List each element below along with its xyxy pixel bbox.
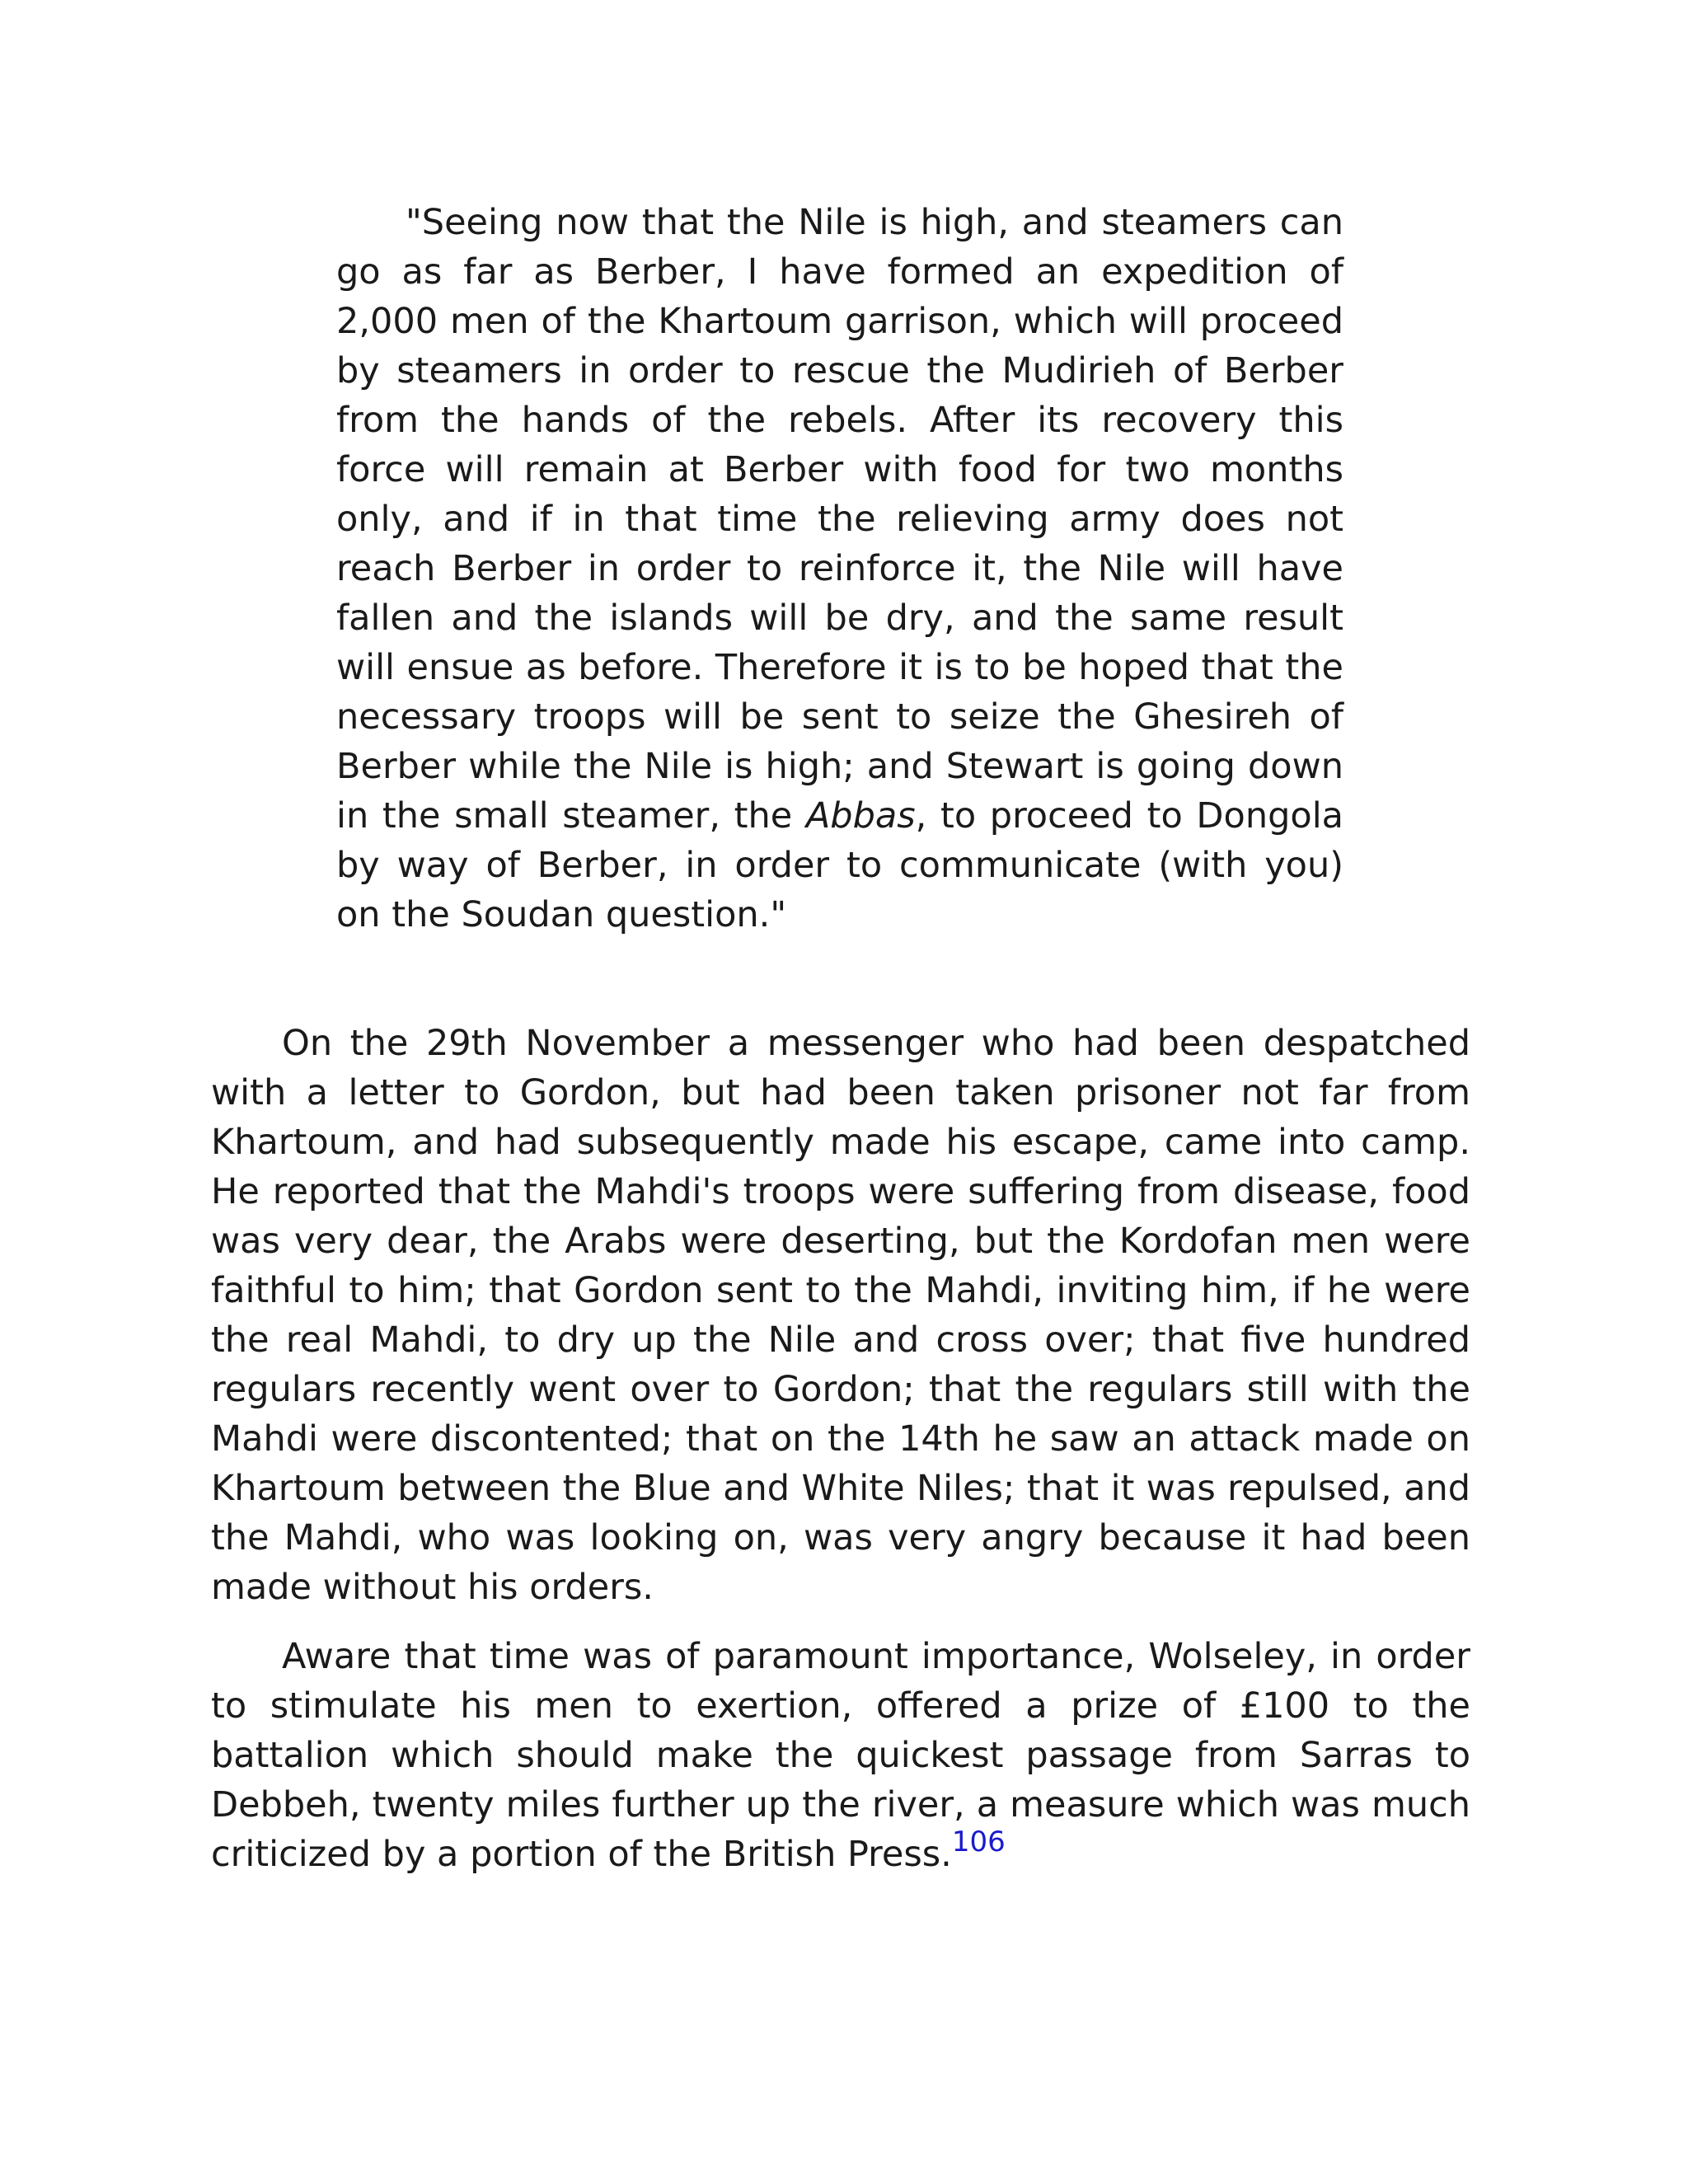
- paragraph-messenger-report: On the 29th November a messenger who had been despatched with a letter to Gordon, but had been taken prisoner not far from Khartoum, and had subsequently made his escape, came into camp. He reported that the Mahdi's troops were suffering from disease, food was very dear, the Arabs were deserting, but the Kordofan men were faithful to him; that Gordon sent to the Mahdi, inviting him, if he were the real Mahdi, to dry up the Nile and cross over; that five hundred regulars recently went over to Gordon; that the regulars still with the Mahdi were discontented; that on the 14th he saw an attack made on Khartoum between the Blue and White Niles; that it was repulsed, and the Mahdi, who was looking on, was very angry because it had been made without his orders.: [211, 1023, 1470, 1608]
- quote-italic-ship-name: Abbas: [805, 795, 916, 837]
- paragraph-wolseley-prize: [211, 1632, 1470, 1879]
- body-text: [211, 1019, 1470, 1879]
- block-quote: [336, 198, 1343, 940]
- quote-text-part-2: , to proceed to Dongola by way of Berber, in order to communicate (with you) on the Soudan question.": [336, 795, 1343, 935]
- quote-text-part-1: "Seeing now that the Nile is high, and steamers can go as far as Berber, I have formed an expedition of 2,000 men of the Khartoum garrison, which will proceed by steamers in order to rescue the Mudirieh of Berber from the hands of the rebels. After its recovery this force will remain at Berber with food for two months only, and if in that time the relieving army does not reach Berber in order to reinforce it, the Nile will have fallen and the islands will be dry, and the same result will ensue as before. Therefore it is to be hoped that the necessary troops will be sent to seize the Ghesireh of Berber while the Nile is high; and Stewart is going down in the small steamer, the: [336, 202, 1343, 837]
- paragraph-wolseley-prize-text: Aware that time was of paramount importance, Wolseley, in order to stimulate his men to exertion, offered a prize of £100 to the battalion which should make the quickest passage from Sarras to Debbeh, twenty miles further up the river, a measure which was much criticized by a portion of the British Press.: [211, 1636, 1470, 1875]
- footnote-link[interactable]: 106: [951, 1825, 1006, 1858]
